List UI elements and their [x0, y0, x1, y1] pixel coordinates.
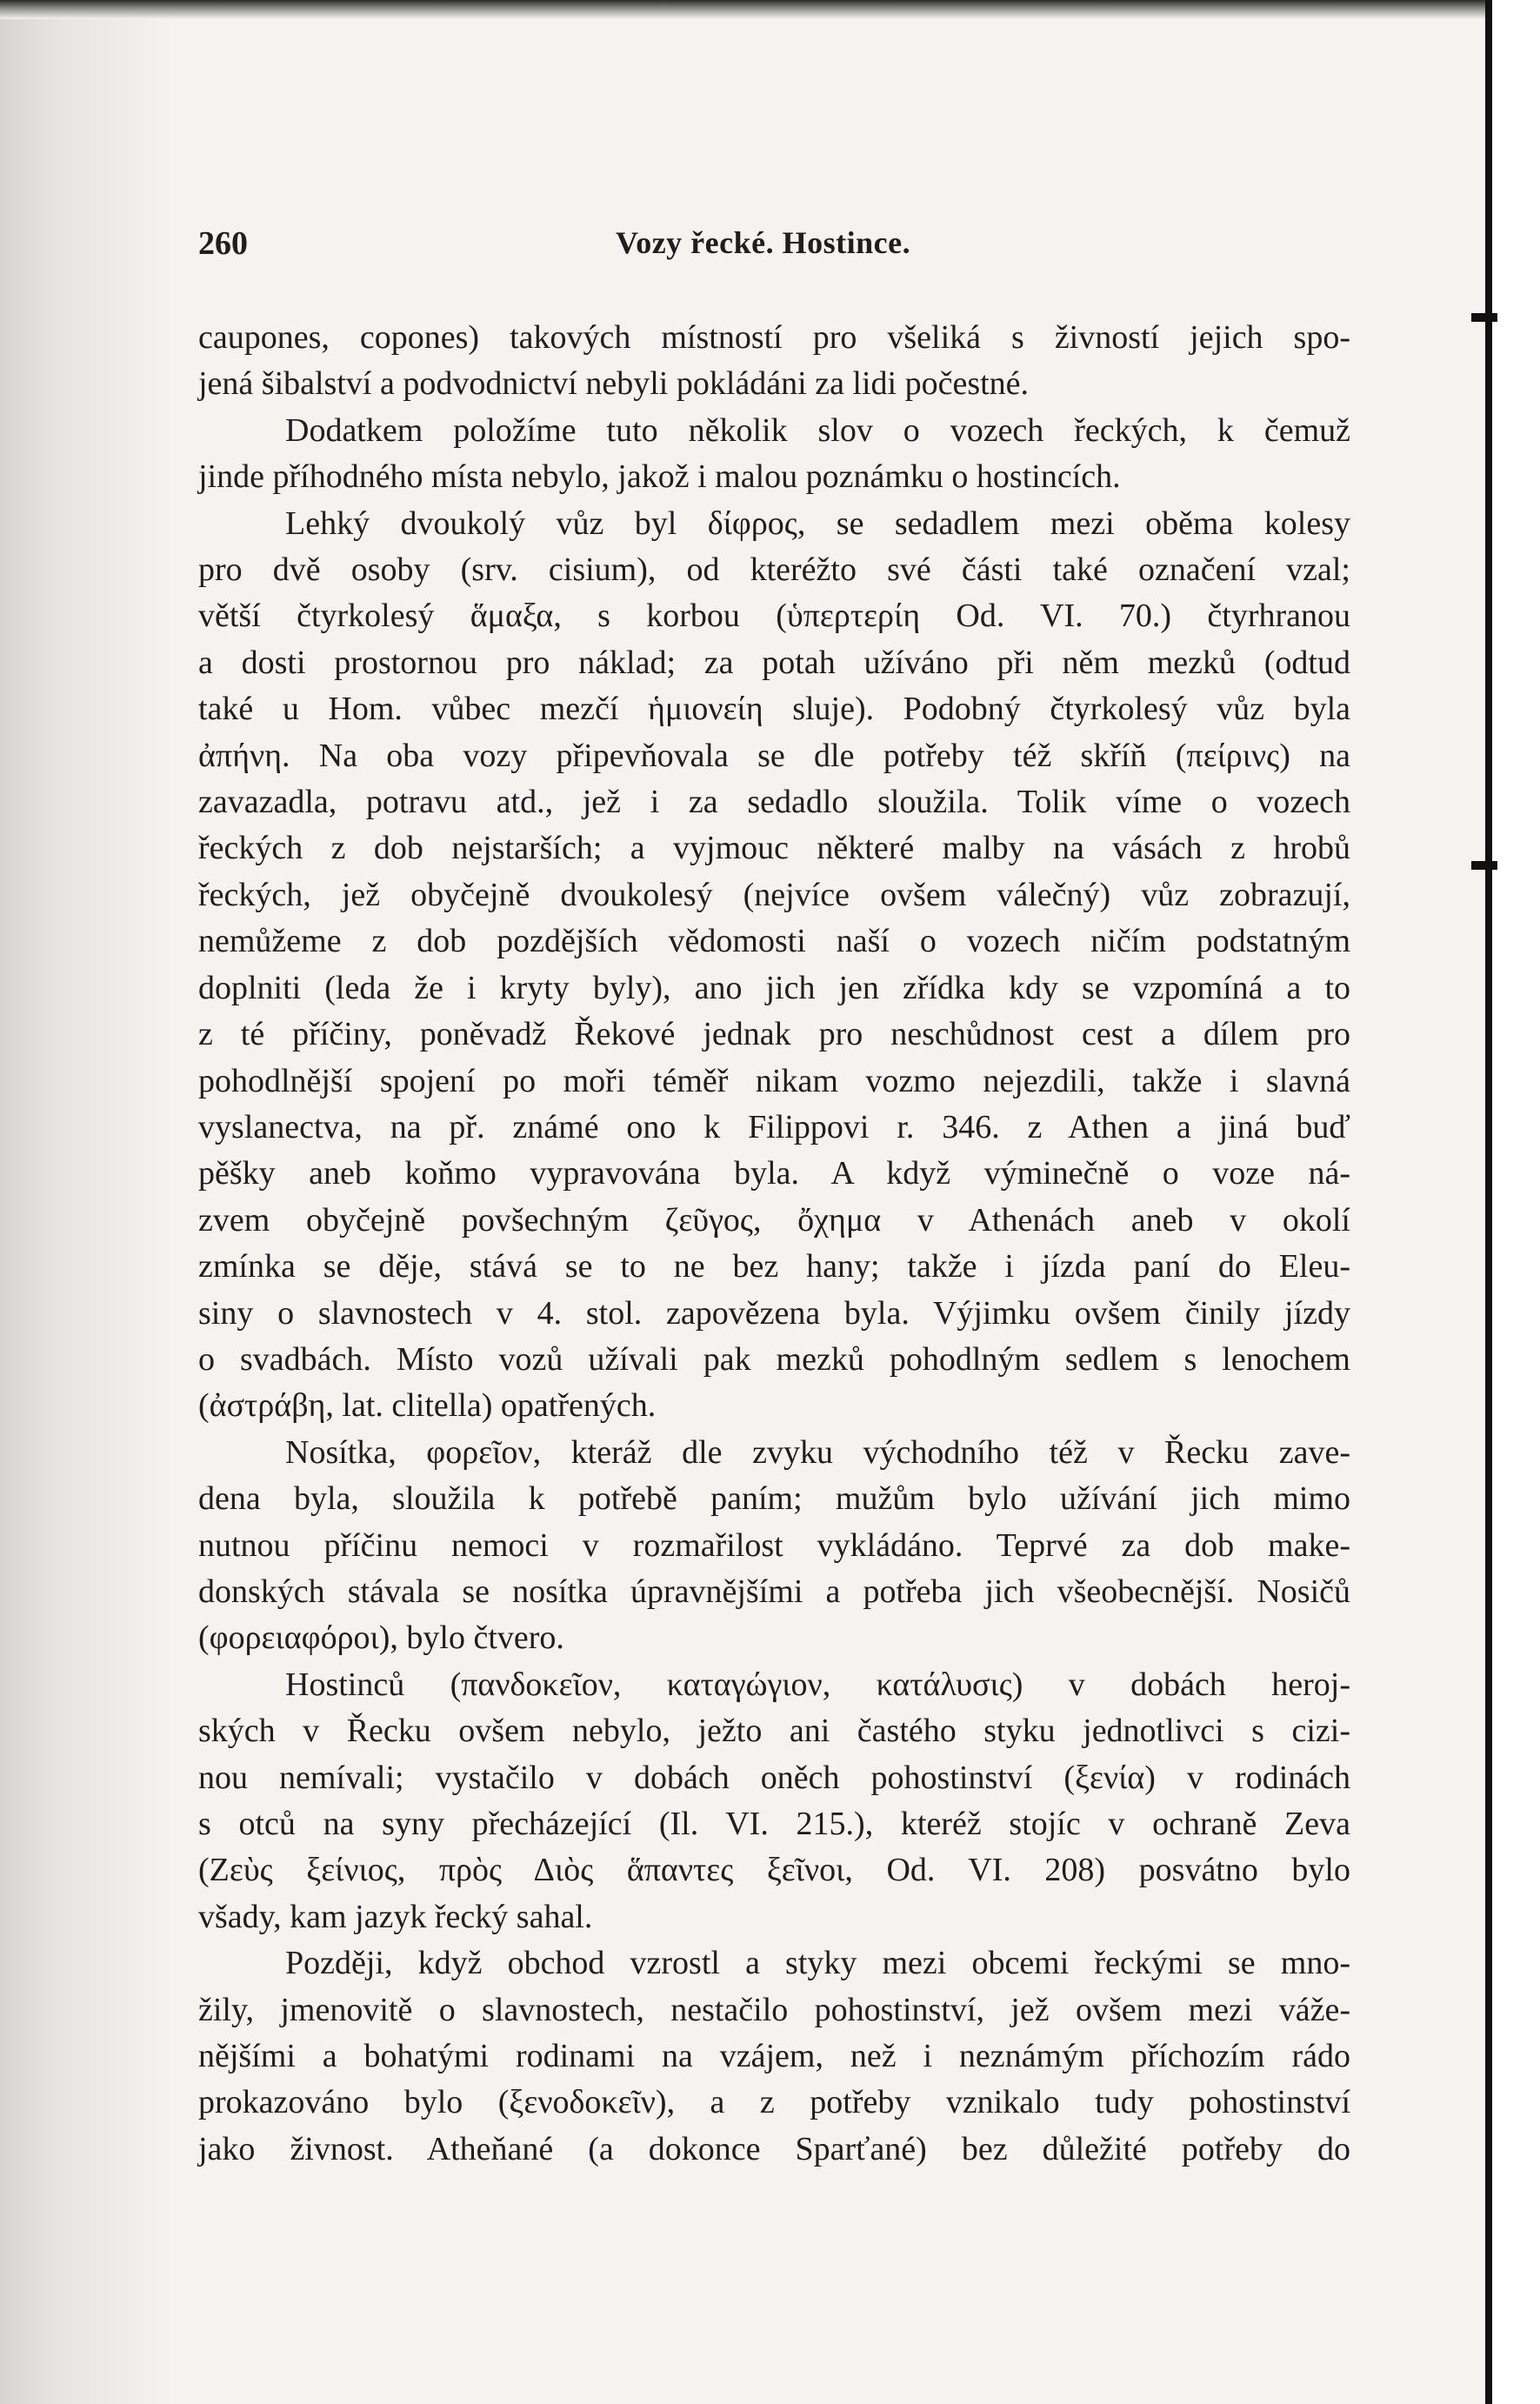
text-line: o svadbách. Místo vozů užívali pak mezků pohodlným sedlem s lenochem: [198, 1340, 1350, 1378]
text-line: (ἀστράβη, lat. clitella) opatřených.: [198, 1387, 657, 1425]
text-line: řeckých, jež obyčejně dvoukolesý (nejvíce ovšem válečný) vůz zobrazují,: [198, 876, 1350, 913]
text-line: jinde příhodného místa nebylo, jakož i malou poznámku o hostincích.: [198, 458, 1121, 496]
page-number: 260: [198, 225, 248, 262]
text-line: ských v Řecku ovšem nebylo, ježto ani častého styku jednotlivci s cizi-: [198, 1713, 1350, 1750]
text-line: pohodlnější spojení po moři téměř nikam vozmo nejezdili, takže i slavná: [198, 1062, 1350, 1099]
text-line: žily, jmenovitě o slavnostech, nestačilo pohostinství, jež ovšem mezi váže-: [198, 1991, 1350, 2028]
page: [198, 217, 1350, 2173]
text-line: nutnou příčinu nemoci v rozmařilost vykládáno. Teprvé za dob make-: [198, 1526, 1350, 1564]
text-line: zavazadla, potravu atd., jež i za sedadlo sloužila. Tolik víme o vozech: [198, 784, 1350, 821]
text-line: a dosti prostornou pro náklad; za potah užíváno při něm mezků (odtud: [198, 644, 1350, 681]
text-line: ἀπήνη. Na oba vozy připevňovala se dle potřeby též skříň (πείρινς) na: [198, 737, 1350, 774]
text-line: (φορειαφόροι), bylo čtvero.: [198, 1619, 564, 1657]
text-line: pro dvě osoby (srv. cisium), od kteréžto své části také označení vzal;: [198, 551, 1350, 589]
text-line: donských stávala se nosítka úpravnějšími a potřeba jich všeobecnější. Nosičů: [198, 1573, 1350, 1610]
text-line: Lehký dvoukolý vůz byl δίφρος, se sedadlem mezi oběma kolesy: [285, 504, 1350, 542]
scan-left-shadow: [0, 0, 174, 2404]
text-line: všady, kam jazyk řecký sahal.: [198, 1898, 593, 1935]
text-line: doplniti (leda že i kryty byly), ano jich jen zřídka kdy se vzpomíná a to: [198, 969, 1350, 1006]
text-line: dena byla, sloužila k potřebě paním; mužům bylo užívání jich mimo: [198, 1480, 1350, 1518]
text-line: z té příčiny, poněvadž Řekové jednak pro neschůdnost cest a dílem pro: [198, 1016, 1350, 1053]
running-head: Vozy řecké. Hostince.: [616, 225, 911, 260]
text-line: Později, když obchod vzrostl a styky mezi obcemi řeckými se mno-: [285, 1945, 1350, 1982]
text-line: s otců na syny přecházející (Il. VI. 215.), kteréž stojíc v ochraně Zeva: [198, 1806, 1350, 1842]
page-header: [198, 217, 1350, 270]
page-binding-edge: [1485, 0, 1492, 2404]
text-line: Dodatkem položíme tuto několik slov o vozech řeckých, k čemuž: [285, 411, 1350, 449]
text-line: jená šibalství a podvodnictví nebyli pokládáni za lidi počestné.: [198, 365, 1030, 403]
page-right-margin: [1492, 0, 1540, 2404]
text-line: nějšími a bohatými rodinami na vzájem, než i neznámým příchozím rádo: [198, 2038, 1350, 2075]
text-line: nemůžeme z dob pozdějších vědomosti naší o vozech ničím podstatným: [198, 923, 1350, 960]
text-line: (Ζεὺς ξείνιος, πρὸς Διὸς ἅπαντες ξεῖνοι, Od. VI. 208) posvátno bylo: [198, 1852, 1350, 1889]
text-line: Nosítka, φορεῖον, kteráž dle zvyku východního též v Řecku zave-: [285, 1433, 1350, 1471]
text-line: vyslanectva, na př. známé ono k Filippovi r. 346. z Athen a jiná buď: [198, 1108, 1350, 1145]
text-line: také u Hom. vůbec mezčí ἡμιονείη sluje). Podobný čtyrkolesý vůz byla: [198, 691, 1350, 728]
body-text: [198, 315, 1350, 2173]
text-line: zvem obyčejně povšechným ζεῦγος, ὄχημα v Athenách aneb v okolí: [198, 1201, 1350, 1239]
text-line: pěšky aneb koňmo vypravována byla. A když výminečně o voze ná-: [198, 1155, 1350, 1192]
text-line: nou nemívali; vystačilo v dobách oněch pohostinství (ξενία) v rodinách: [198, 1759, 1350, 1796]
text-line: jako živnost. Atheňané (a dokonce Sparťané) bez důležité potřeby do: [198, 2130, 1350, 2167]
text-line: řeckých z dob nejstarších; a vyjmouc některé malby na vásách z hrobů: [198, 830, 1350, 867]
binding-mark: [1471, 861, 1497, 870]
text-line: Hostinců (πανδοκεῖον, καταγώγιον, κατάλυσις) v dobách heroj-: [285, 1666, 1350, 1703]
text-line: větší čtyrkolesý ἅμαξα, s korbou (ὑπερτερίη Od. VI. 70.) čtyrhranou: [198, 598, 1350, 635]
scan-top-edge: [0, 0, 1540, 19]
binding-mark: [1471, 313, 1497, 322]
text-line: caupones, copones) takových místností pro všeliká s živností jejich spo-: [198, 319, 1350, 356]
text-line: siny o slavnostech v 4. stol. zapovězena byla. Výjimku ovšem činily jízdy: [198, 1294, 1350, 1332]
text-line: prokazováno bylo (ξενοδοκεῖν), a z potřeby vznikalo tudy pohostinství: [198, 2084, 1350, 2121]
text-line: zmínka se děje, stává se to ne bez hany; takže i jízda paní do Eleu-: [198, 1248, 1350, 1285]
